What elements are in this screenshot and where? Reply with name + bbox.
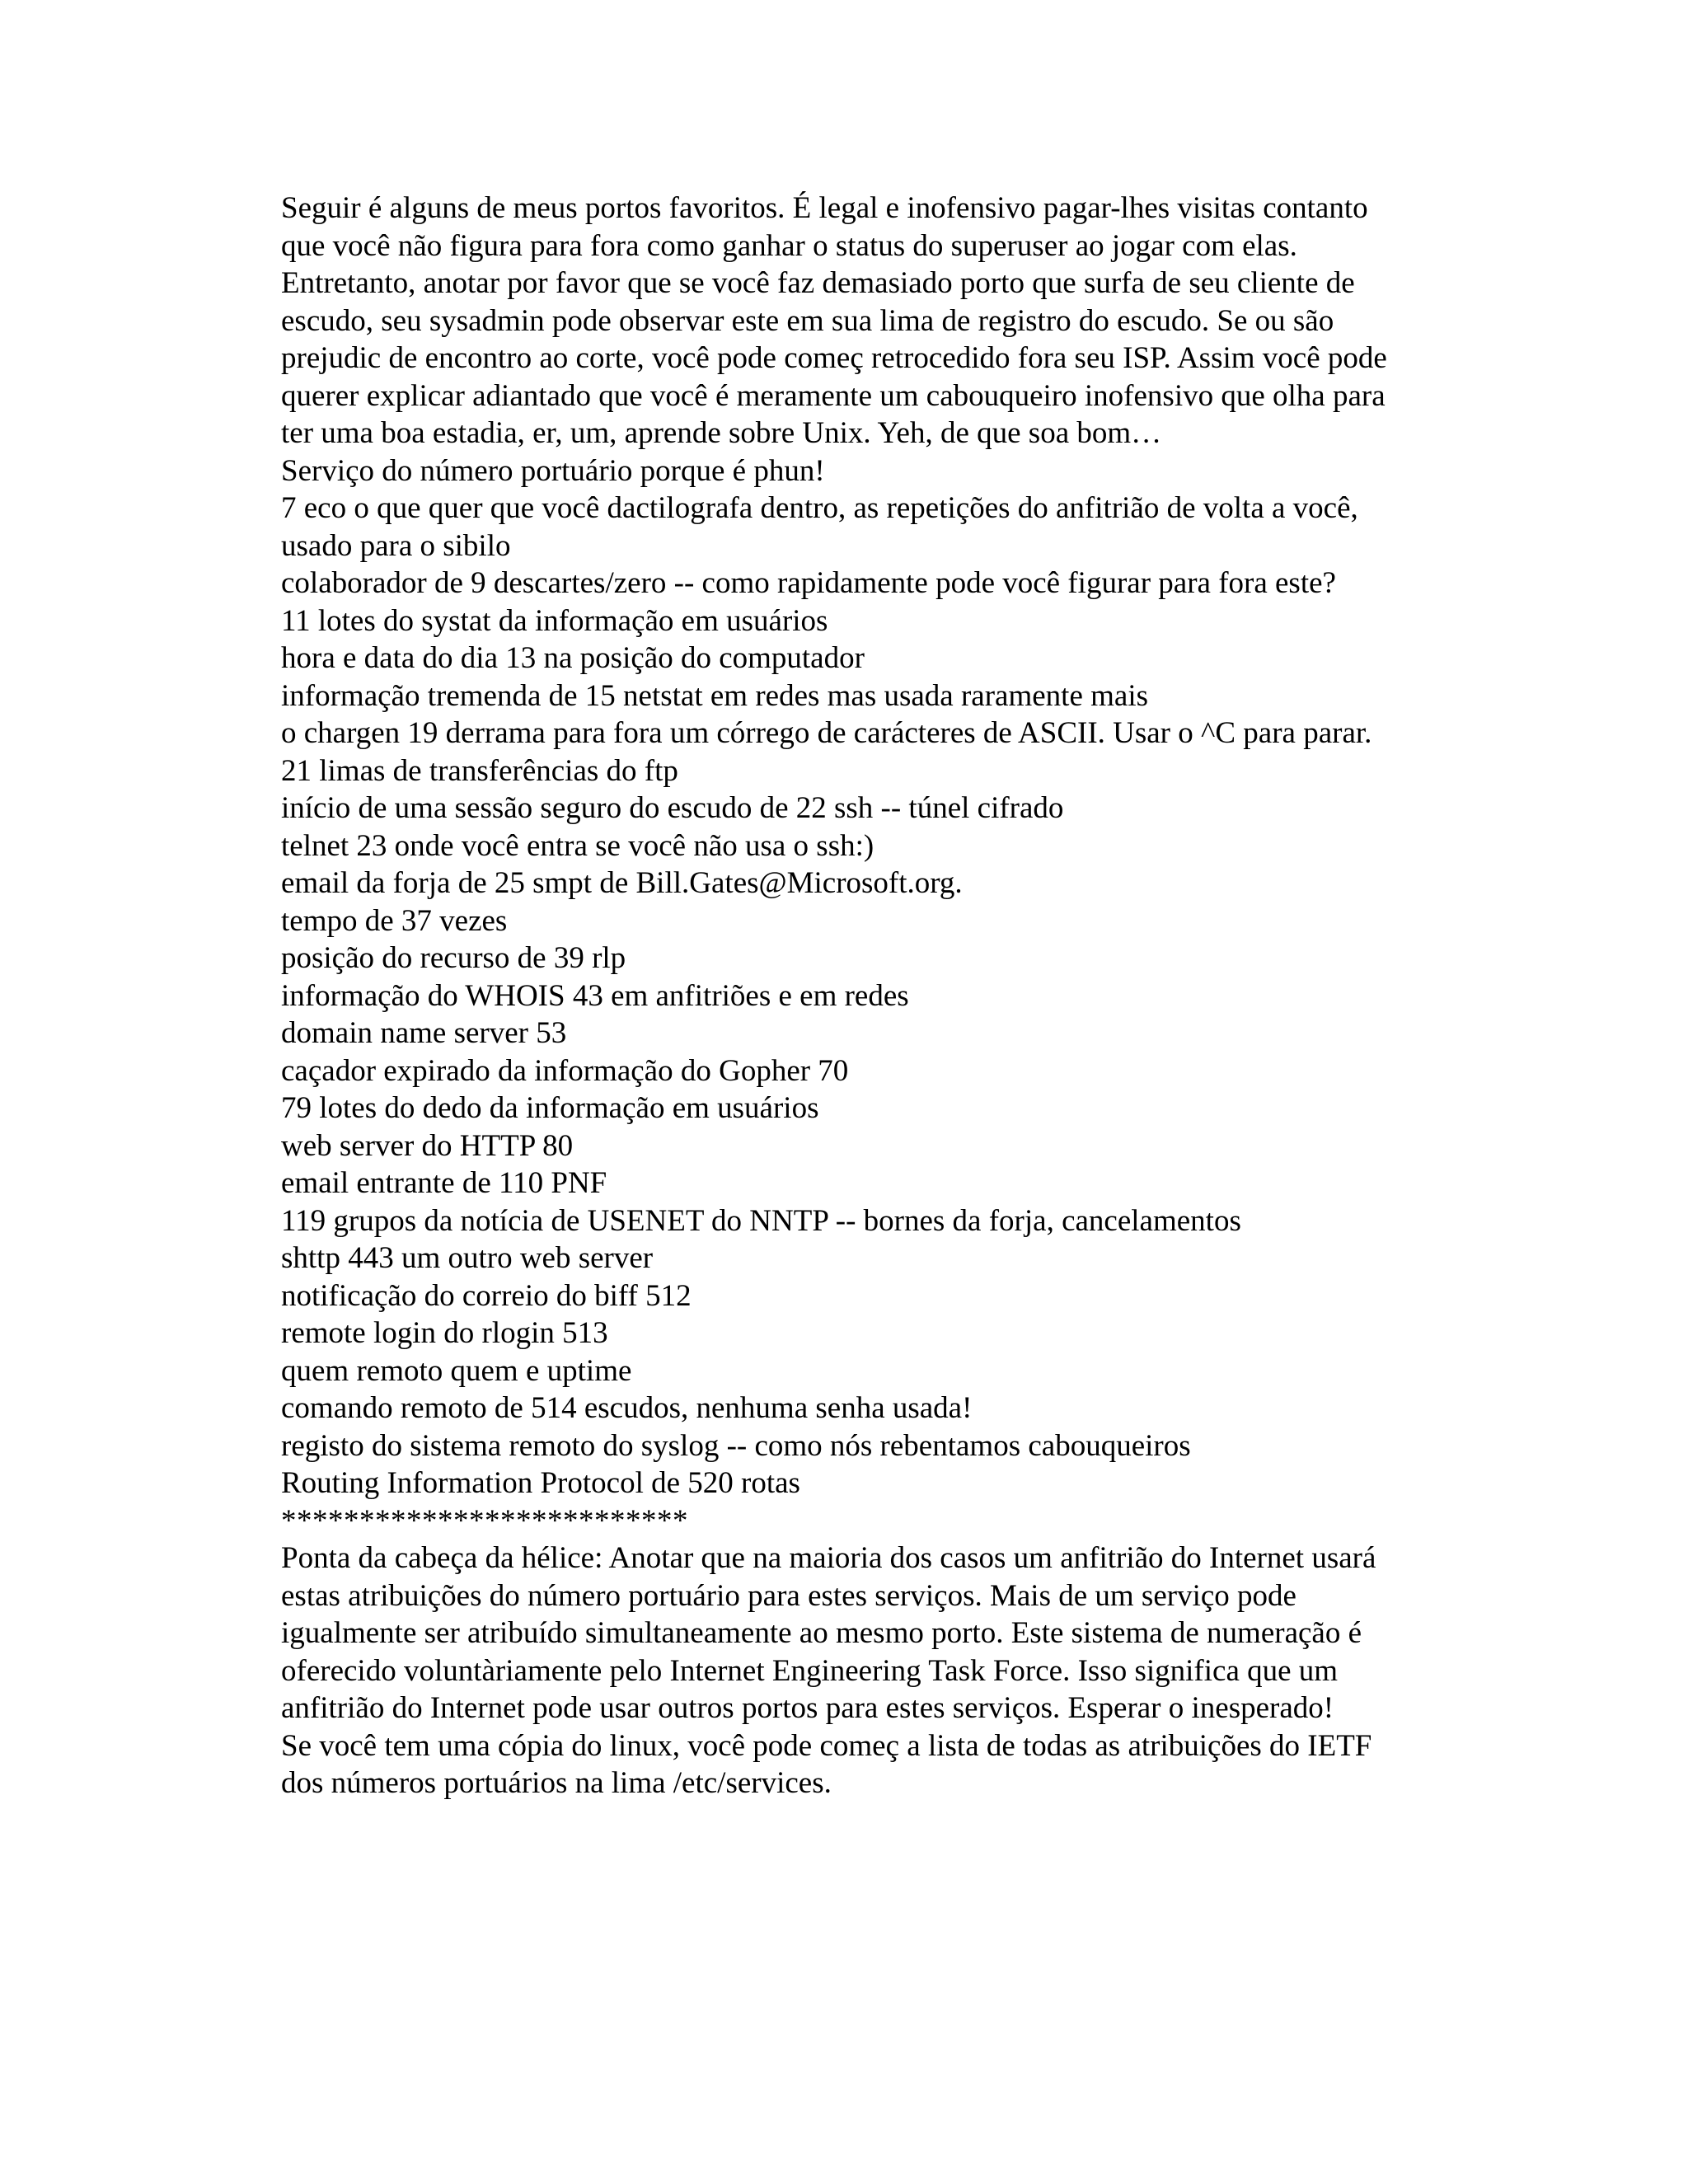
port-list-item: o chargen 19 derrama para fora um córrego de carácteres de ASCII. Usar o ^C para parar. [281,716,1372,750]
port-list-item: 119 grupos da notícia de USENET do NNTP -- bornes da forja, cancelamentos [281,1203,1241,1238]
port-list [281,452,1418,1502]
port-list-item: tempo de 37 vezes [281,903,508,938]
port-list-item: notificação do correio do biff 512 [281,1278,692,1313]
port-list-item: colaborador de 9 descartes/zero -- como rapidamente pode você figurar para fora este? [281,566,1336,600]
port-list-item: registo do sistema remoto do syslog -- como nós rebentamos cabouqueiros [281,1428,1191,1463]
port-list-item: início de uma sessão seguro do escudo de 22 ssh -- túnel cifrado [281,791,1064,825]
port-list-item: email da forja de 25 smpt de Bill.Gates@Microsoft.org. [281,866,963,900]
port-list-item: 79 lotes do dedo da informação em usuários [281,1091,819,1125]
port-list-item: Routing Information Protocol de 520 rotas [281,1466,800,1500]
separator-line: ************************** [281,1503,688,1538]
port-list-item: shttp 443 um outro web server [281,1241,654,1275]
port-list-item: caçador expirado da informação do Gopher 70 [281,1053,849,1088]
port-list-item: posição do recurso de 39 rlp [281,941,626,975]
port-list-item: hora e data do dia 13 na posição do computador [281,641,865,675]
port-list-item: email entrante de 110 PNF [281,1166,607,1200]
port-list-item: domain name server 53 [281,1016,567,1050]
port-list-item: informação do WHOIS 43 em anfitriões e em redes [281,978,909,1013]
port-list-item: remote login do rlogin 513 [281,1316,608,1350]
port-list-heading: Serviço do número portuário porque é phun! [281,453,825,488]
port-list-item: 7 eco o que quer que você dactilografa dentro, as repetições do anfitrião de volta a você, usado para o sibilo [281,491,1358,563]
tip-paragraph: Ponta da cabeça da hélice: Anotar que na maioria dos casos um anfitrião do Internet usará estas atribuições do número portuário para estes serviços. Mais de um serviço pode igualmente ser atribuído simultaneamente ao mesmo porto. Este sistema de numeração é oferecido voluntàriamente pelo Internet Engineering Task Force. Isso significa que um anfitrião do Internet pode usar outros portos para estes serviços. Esperar o inesperado! [281,1541,1376,1725]
port-list-item: web server do HTTP 80 [281,1128,574,1163]
port-list-item: comando remoto de 514 escudos, nenhuma senha usada! [281,1391,973,1425]
port-list-item: 11 lotes do systat da informação em usuários [281,603,828,638]
port-list-item: telnet 23 onde você entra se você não usa o ssh:) [281,828,874,863]
port-list-item: quem remoto quem e uptime [281,1353,632,1388]
port-list-item: informação tremenda de 15 netstat em redes mas usada raramente mais [281,678,1149,713]
intro-paragraph: Seguir é alguns de meus portos favoritos. É legal e inofensivo pagar-lhes visitas contanto que você não figura para fora como ganhar o status do superuser ao jogar com elas. Entretanto, anotar por favor que se você faz demasiado porto que surfa de seu cliente de escudo, seu sysadmin pode observar este em sua lima de registro do escudo. Se ou são prejudic de encontro ao corte, você pode começ retrocedido fora seu ISP. Assim você pode querer explicar adiantado que você é meramente um cabouqueiro inofensivo que olha para ter uma boa estadia, er, um, aprende sobre Unix. Yeh, de que soa bom… [281,191,1387,450]
closing-paragraph: Se você tem uma cópia do linux, você pode começ a lista de todas as atribuições do IETF dos números portuários na lima /etc/services. [281,1728,1372,1800]
port-list-item: 21 limas de transferências do ftp [281,753,678,788]
document-body [281,190,1418,1802]
